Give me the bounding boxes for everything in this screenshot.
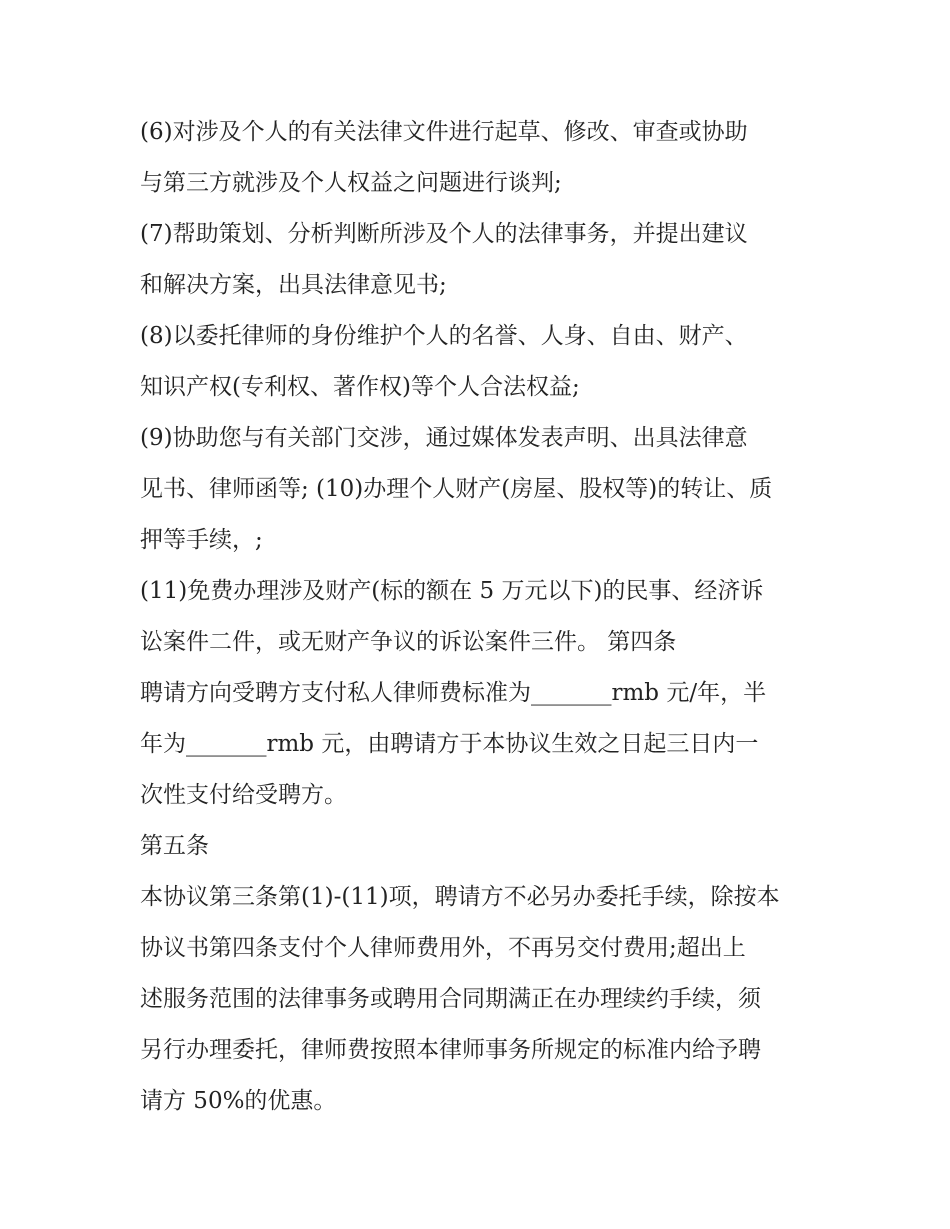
text-line: 与第三方就涉及个人权益之问题进行谈判; bbox=[140, 170, 562, 196]
text-line: 次性支付给受聘方。 bbox=[140, 782, 347, 808]
text-line: 知识产权(专利权、著作权)等个人合法权益; bbox=[140, 374, 580, 400]
text-line: 协议书第四条支付个人律师费用外，不再另交付费用;超出上 bbox=[140, 935, 746, 961]
text-line: 述服务范围的法律事务或聘用合同期满正在办理续约手续，须 bbox=[140, 986, 761, 1012]
text-line: (7)帮助策划、分析判断所涉及个人的法律事务，并提出建议 bbox=[140, 221, 748, 247]
text-line: 另行办理委托，律师费按照本律师事务所规定的标准内给予聘 bbox=[140, 1037, 761, 1063]
text-line: (11)免费办理涉及财产(标的额在 5 万元以下)的民事、经济诉 bbox=[140, 578, 764, 604]
text-line: 聘请方向受聘方支付私人律师费标准为_______rmb 元/年，半 bbox=[140, 680, 767, 706]
text-line: 请方 50%的优惠。 bbox=[140, 1088, 337, 1114]
text-line: (6)对涉及个人的有关法律文件进行起草、修改、审查或协助 bbox=[140, 119, 748, 145]
text-line: 押等手续，; bbox=[140, 527, 263, 553]
section-heading: 第五条 bbox=[140, 833, 209, 859]
text-line: (9)协助您与有关部门交涉，通过媒体发表声明、出具法律意 bbox=[140, 425, 748, 451]
text-line: 年为_______rmb 元，由聘请方于本协议生效之日起三日内一 bbox=[140, 731, 759, 757]
text-line: 本协议第三条第(1)-(11)项，聘请方不必另办委托手续，除按本 bbox=[140, 884, 780, 910]
text-line: 讼案件二件，或无财产争议的诉讼案件三件。 第四条 bbox=[140, 629, 677, 655]
text-line: 见书、律师函等; (10)办理个人财产(房屋、股权等)的转让、质 bbox=[140, 476, 773, 502]
text-line: 和解决方案，出具法律意见书; bbox=[140, 272, 447, 298]
document-body bbox=[140, 107, 830, 1127]
text-line: (8)以委托律师的身份维护个人的名誉、人身、自由、财产、 bbox=[140, 323, 748, 349]
